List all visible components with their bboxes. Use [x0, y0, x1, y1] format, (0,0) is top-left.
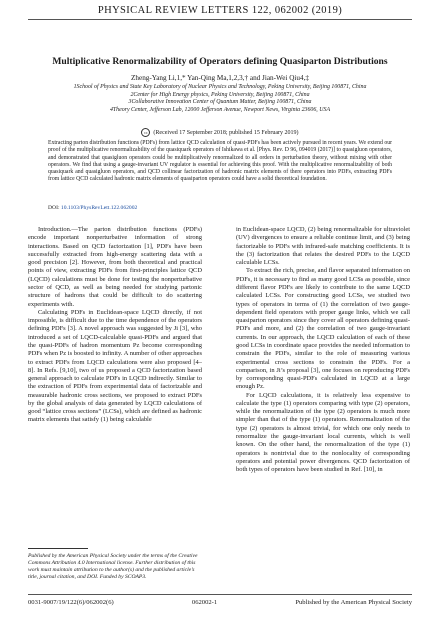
- paragraph-continued: in Euclidean-space LQCD, (2) being renormalizable for ultraviolet (UV) divergences to ensure a reliable continue limit, and (3) being factorizable to PDFs with infrared-safe matching coefficients. It is the (3) factorization that relates the desired PDFs to the LQCD calculable LCSs.: [236, 226, 410, 267]
- abstract: Extracting parton distribution functions (PDFs) from lattice QCD calculation of quasi-PDFs has been actively pursued in recent years. We extend our proof of the multiplicative renormalizability of the quasiquark operators of Ishikawa et al. [Phys. Rev. D 96, 094019 (2017)] to quasigluon operators, and demonstrated that quasigluon operators could be multiplicatively renormalized to all orders in perturbation theory, without mixing with other operators. We find that using a gauge-invariant UV regulator is essential for achieving this proof. With the multiplicative renormalizability of both quasiquark and quasigluon operators, and QCD collinear factorization of hadronic matrix elements of there operators into PDFs, extracting PDFs from lattice QCD calculated hadronic matrix elements of quasiparton operators could have a solid theoretical foundation.: [48, 140, 392, 183]
- received-dates: (Received 17 September 2018; published 15 February 2019): [153, 129, 299, 136]
- left-column: [28, 226, 202, 425]
- right-column: [236, 226, 410, 474]
- paragraph-extract-info: To extract the rich, precise, and flavor separated information on PDFs, it is necessary to find as many good LCSs as possible, since different flavor PDFs are likely to contribute to the same LQCD calculated LCSs. For constructing good LCSs, we studied two types of operators in terms of (1) the correlation of two gauge-dependent field operators with proper gauge links, which we call quasiparton operators since they cover all operators defining quasi-PDFs and more, and (2) the correlation of two gauge-invariant currents. In our approach, the LQCD calculation of each of these good LCSs in coordinate space provides the needed information to constrain the PDFs, similar to the role of measuring various experimental cross sections to constrain the PDFs. For a comparison, in Ji’s proposal [3], one focuses on reproducing PDFs by corresponding quasi-PDFs calculated in LQCD at a large enough Pz.: [236, 267, 410, 391]
- doi-label: DOI:: [48, 205, 60, 211]
- affiliation-2: 2Center for High Energy physics, Peking University, Beijing 100871, China: [130, 91, 310, 98]
- author-list: Zheng-Yang Li,1,* Yan-Qing Ma,1,2,3,† and Jian-Wei Qiu4,‡: [131, 74, 309, 82]
- license-footnote: Published by the American Physical Society under the terms of the Creative Commons Attribution 4.0 International license. Further distribution of this work must maintain attribution to the author(s) and the published article’s title, journal citation, and DOI. Funded by SCOAP3.: [28, 553, 198, 580]
- received-line: [0, 128, 440, 137]
- footer-code: 0031-9007/19/122(6)/062002(6): [28, 599, 114, 606]
- doi-line: [48, 205, 137, 211]
- paper-title: Multiplicative Renormalizability of Operators defining Quasiparton Distributions: [52, 56, 388, 67]
- running-header: PHYSICAL REVIEW LETTERS 122, 062002 (2019): [97, 5, 343, 16]
- affiliation-1: 1School of Physics and State Key Laboratory of Nuclear Physics and Technology, Peking University, Beijing 100871, China: [73, 84, 367, 90]
- header-rule: [28, 19, 412, 20]
- open-access-icon: cc: [141, 128, 150, 137]
- paragraph-lqcd-calculations: For LQCD calculations, it is relatively less expensive to calculate the type (1) operators comparing with type (2) operators, while the renormalization of the type (2) operators is much more simpler than that of the type (1) operators. Renormalization of the type (2) operators is almost trivial, for which one only needs to renormalize the gauge-invariant local currents, which is well known. On the other hand, the renormalization of the type (1) operators is nontrivial due to the nonlocality of corresponding operators and potential power divergences. QCD factorization of both types of operators have been studied in Ref. [10], in: [236, 391, 410, 474]
- page-footer: [28, 599, 412, 606]
- affiliation-4: 4Theory Center, Jefferson Lab, 12000 Jefferson Avenue, Newport News, Virginia 23606, USA: [109, 106, 331, 113]
- paragraph-calculating-pdfs: Calculating PDFs in Euclidean-space LQCD directly, if not impossible, is difficult due to the time dependence of the operators defining PDFs [3]. A novel approach was suggested by Ji [3], who introduced a set of LQCD-calculable quasi-PDFs and argued that the quasi-PDFs of hadron momentum Pz become corresponding PDFs when Pz is boosted to infinity. A number of other approaches to extract PDFs from LQCD calculations were also proposed [4–8]. In Refs. [9,10], two of us proposed a QCD factorization based general approach to calculate PDFs in LQCD indirectly. Similar to the extraction of PDFs from experimental data of factorizable and measurable hadronic cross sections, we proposed to extract PDFs by the global analysis of data generated by LQCD calculations of good “lattice cross sections” (LCSs), which are defined as hadronic matrix elements that satisfy (1) being calculable: [28, 308, 202, 424]
- affiliation-3: 3Collaborative Innovation Center of Quantum Matter, Beijing 100871, China: [128, 99, 312, 106]
- paragraph-introduction: Introduction.—The parton distribution functions (PDFs) encode important nonperturbative information of strong interactions. Based on QCD factorization [1], PDFs have been successfully extracted from high-energy scattering data with a good precision [2]. However, from both theoretical and practical points of view, extracting PDFs from first-principles lattice QCD (LQCD) calculations must be done for testing the nonperturbative sector of QCD, as well as being needed for studying partonic structure of hadrons that could be difficult to do scattering experiments with.: [28, 226, 202, 308]
- footnote-rule: [28, 548, 88, 549]
- footer-rule: [28, 594, 412, 595]
- page-number: 062002-1: [191, 599, 218, 606]
- doi-link[interactable]: 10.1103/PhysRevLett.122.062002: [60, 205, 138, 211]
- affiliations: [40, 84, 400, 114]
- publisher-note: Published by the American Physical Society: [295, 599, 412, 606]
